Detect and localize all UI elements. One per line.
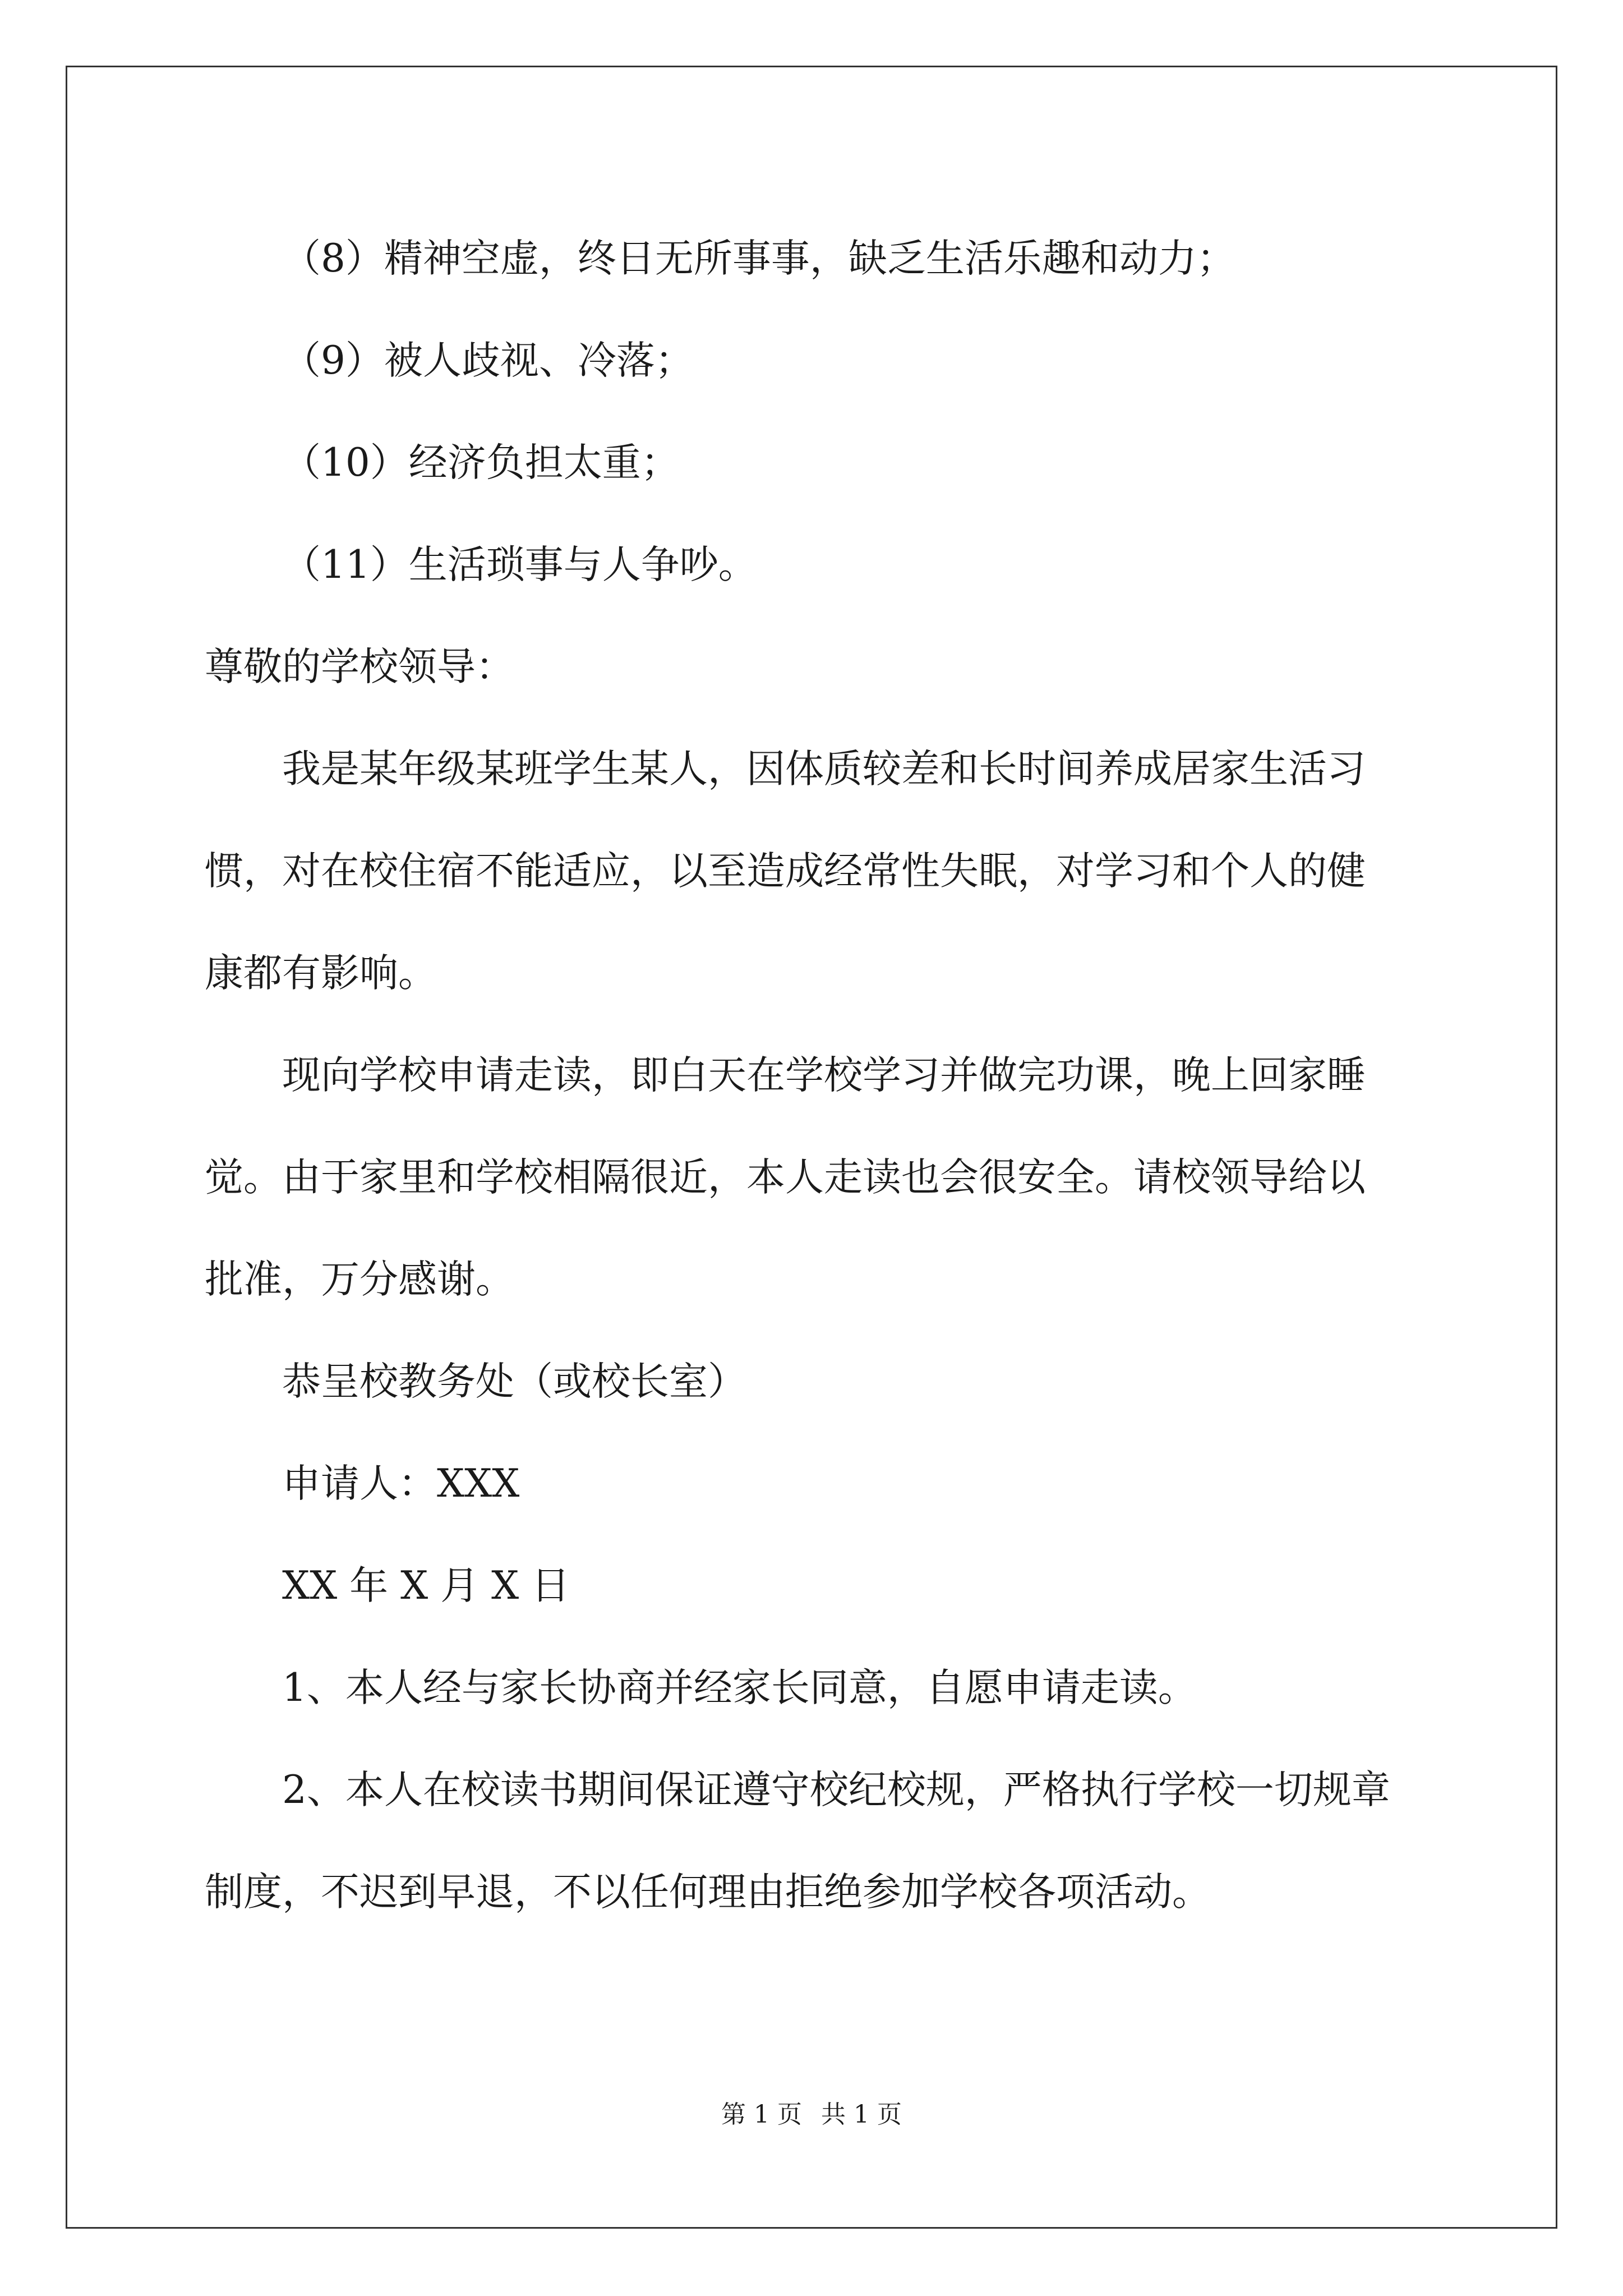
list-item-10: （10）经济负担太重； [282,440,680,485]
list-item-11: （11）生活琐事与人争吵。 [282,542,757,587]
paragraph-line: 惯，对在校住宿不能适应，以至造成经常性失眠，对学习和个人的健 [205,849,1366,894]
paragraph-line: 批准，万分感谢。 [205,1257,514,1302]
paragraph-line: 康都有影响。 [205,951,437,996]
list-item-8: （8）精神空虚，终日无所事事，缺乏生活乐趣和动力； [282,236,1235,281]
applicant: 申请人：XXX [282,1461,520,1506]
list-item-1: 1、本人经与家长协商并经家长同意，自愿申请走读。 [282,1665,1197,1710]
document-body [205,208,1427,1943]
date: XX 年 X 月 X 日 [282,1563,570,1608]
page-total: 共 1 页 [821,2100,902,2129]
list-item-2-continued: 制度，不迟到早退，不以任何理由拒绝参加学校各项活动。 [205,1870,1211,1915]
list-item-2: 2、本人在校读书期间保证遵守校纪校规，严格执行学校一切规章 [282,1768,1390,1812]
paragraph-line: 觉。由于家里和学校相隔很近，本人走读也会很安全。请校领导给以 [205,1155,1366,1200]
list-item-9: （9）被人歧视、冷落； [282,338,694,383]
paragraph-line: 现向学校申请走读，即白天在学校学习并做完功课，晚上回家睡 [282,1053,1366,1098]
addressee: 恭呈校教务处（或校长室） [282,1359,746,1404]
paragraph-line: 我是某年级某班学生某人，因体质较差和长时间养成居家生活习 [282,747,1366,792]
page-number: 第 1 页 [721,2100,802,2129]
salutation: 尊敬的学校领导： [205,645,514,689]
page-footer [0,2098,1623,2132]
